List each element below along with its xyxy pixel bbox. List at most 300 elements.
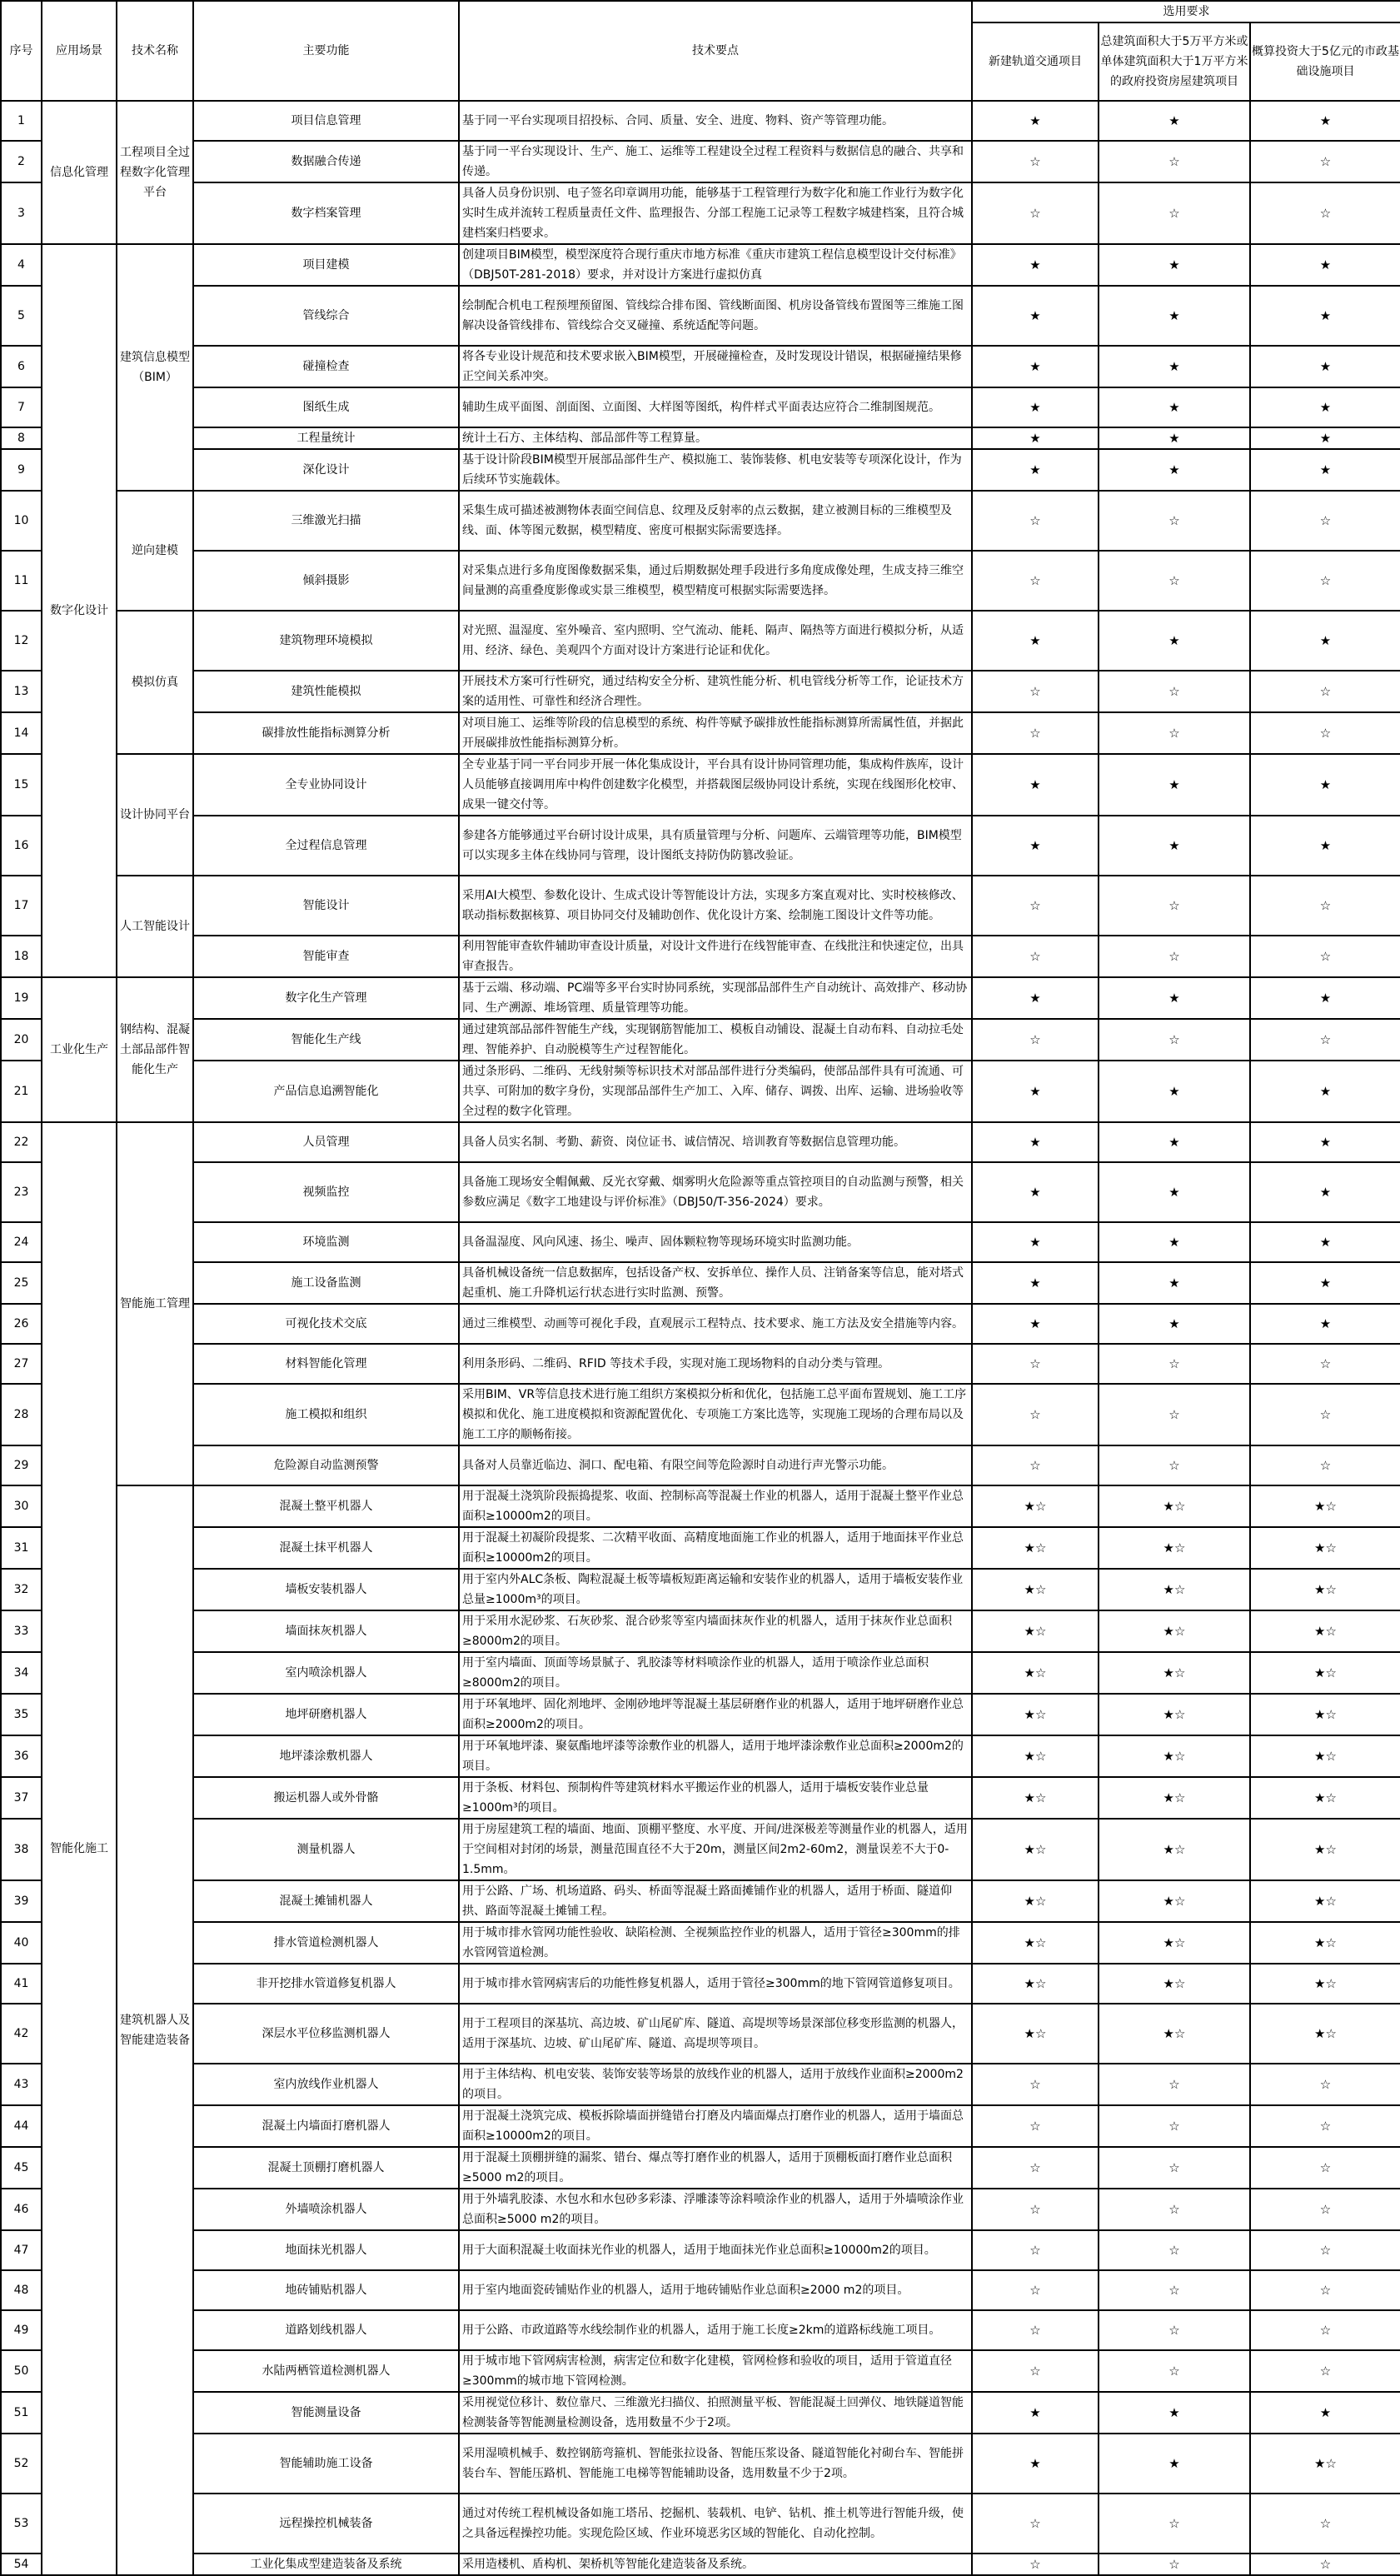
main-function: 深层水平位移监测机器人 bbox=[193, 2004, 459, 2064]
requirement-rail-transit-star-icon: ☆ bbox=[972, 2105, 1099, 2147]
table-row bbox=[1, 427, 1400, 449]
technical-key-points: 用于城市排水管网病害后的功能性修复机器人，适用于管径≥300mm的地下管网管道修复项目。 bbox=[459, 1964, 972, 2004]
requirement-municipal-infrastructure-star-icon: ☆ bbox=[1250, 876, 1400, 936]
requirement-government-building-star-icon: ★ bbox=[1099, 816, 1250, 876]
main-function: 混凝土内墙面打磨机器人 bbox=[193, 2105, 459, 2147]
row-index: 48 bbox=[1, 2270, 42, 2310]
row-index: 19 bbox=[1, 977, 42, 1019]
header-tech-name: 技术名称 bbox=[117, 1, 193, 101]
requirement-rail-transit-star-icon: ★ bbox=[972, 101, 1099, 141]
technical-key-points: 对光照、温湿度、室外噪音、室内照明、空气流动、能耗、隔声、隔热等方面进行模拟分析，从适用、经济、绿色、美观四个方面对设计方案进行论证和优化。 bbox=[459, 611, 972, 671]
requirement-rail-transit-star-icon: ★☆ bbox=[972, 1527, 1099, 1569]
requirement-government-building-star-icon: ☆ bbox=[1099, 2310, 1250, 2350]
requirement-municipal-infrastructure-star-icon: ☆ bbox=[1250, 1019, 1400, 1061]
row-index: 38 bbox=[1, 1819, 42, 1880]
requirement-government-building-star-icon: ★ bbox=[1099, 346, 1250, 387]
requirement-municipal-infrastructure-star-icon: ☆ bbox=[1250, 551, 1400, 611]
row-index: 21 bbox=[1, 1061, 42, 1122]
requirement-rail-transit-star-icon: ★☆ bbox=[972, 2004, 1099, 2064]
technology-name: 设计协同平台 bbox=[117, 754, 193, 876]
requirement-municipal-infrastructure-star-icon: ★☆ bbox=[1250, 1964, 1400, 2004]
header-req-government-building: 总建筑面积大于5万平方米或单体建筑面积大于1万平方米的政府投资房屋建筑项目 bbox=[1099, 22, 1250, 101]
requirement-rail-transit-star-icon: ☆ bbox=[972, 1344, 1099, 1384]
row-index: 54 bbox=[1, 2554, 42, 2575]
row-index: 12 bbox=[1, 611, 42, 671]
requirement-rail-transit-star-icon: ★☆ bbox=[972, 1735, 1099, 1777]
main-function: 地砖铺贴机器人 bbox=[193, 2270, 459, 2310]
technology-name: 建筑信息模型（BIM） bbox=[117, 244, 193, 491]
technical-key-points: 基于同一平台实现设计、生产、施工、运维等工程建设全过程工程资料与数据信息的融合、共享和传递。 bbox=[459, 141, 972, 182]
main-function: 水陆两栖管道检测机器人 bbox=[193, 2350, 459, 2392]
requirement-municipal-infrastructure-star-icon: ☆ bbox=[1250, 2310, 1400, 2350]
application-scene: 信息化管理 bbox=[42, 101, 117, 244]
requirement-rail-transit-star-icon: ★ bbox=[972, 977, 1099, 1019]
technical-key-points: 用于大面积混凝土收面抹光作业的机器人，适用于地面抹光作业总面积≥10000m2的项目。 bbox=[459, 2230, 972, 2270]
main-function: 碳排放性能指标测算分析 bbox=[193, 712, 459, 754]
requirement-government-building-star-icon: ☆ bbox=[1099, 2350, 1250, 2392]
requirement-government-building-star-icon: ☆ bbox=[1099, 876, 1250, 936]
table-body bbox=[1, 101, 1400, 2575]
table-row bbox=[1, 2434, 1400, 2494]
row-index: 49 bbox=[1, 2310, 42, 2350]
table-row bbox=[1, 2270, 1400, 2310]
table-header bbox=[1, 1, 1400, 101]
row-index: 1 bbox=[1, 101, 42, 141]
table-row bbox=[1, 2004, 1400, 2064]
application-scene: 智能化施工 bbox=[42, 1122, 117, 2575]
table-row bbox=[1, 346, 1400, 387]
table-row bbox=[1, 1527, 1400, 1569]
table-row bbox=[1, 1019, 1400, 1061]
main-function: 室内放线作业机器人 bbox=[193, 2064, 459, 2105]
technical-key-points: 用于条板、材料包、预制构件等建筑材料水平搬运作业的机器人，适用于墙板安装作业总量≥1000m³的项目。 bbox=[459, 1777, 972, 1819]
row-index: 13 bbox=[1, 671, 42, 712]
requirement-municipal-infrastructure-star-icon: ★☆ bbox=[1250, 1819, 1400, 1880]
main-function: 三维激光扫描 bbox=[193, 491, 459, 551]
requirement-municipal-infrastructure-star-icon: ★☆ bbox=[1250, 1694, 1400, 1735]
row-index: 47 bbox=[1, 2230, 42, 2270]
header-index: 序号 bbox=[1, 1, 42, 101]
requirement-government-building-star-icon: ★☆ bbox=[1099, 1652, 1250, 1694]
technical-key-points: 对采集点进行多角度图像数据采集，通过后期数据处理手段进行多角度成像处理，生成支持三维空间量测的高重叠度影像或实景三维模型，模型精度可根据实际需要选择。 bbox=[459, 551, 972, 611]
row-index: 4 bbox=[1, 244, 42, 286]
requirement-municipal-infrastructure-star-icon: ★☆ bbox=[1250, 1880, 1400, 1922]
requirement-rail-transit-star-icon: ☆ bbox=[972, 876, 1099, 936]
technical-key-points: 绘制配合机电工程预埋预留图、管线综合排布图、管线断面图、机房设备管线布置图等三维施工图解决设备管线排布、管线综合交叉碰撞、系统适配等问题。 bbox=[459, 286, 972, 346]
row-index: 3 bbox=[1, 182, 42, 244]
table-row bbox=[1, 1445, 1400, 1485]
technical-key-points: 对项目施工、运维等阶段的信息模型的系统、构件等赋予碳排放性能指标测算所需属性值，并据此开展碳排放性能指标测算分析。 bbox=[459, 712, 972, 754]
row-index: 34 bbox=[1, 1652, 42, 1694]
requirement-municipal-infrastructure-star-icon: ☆ bbox=[1250, 1384, 1400, 1445]
requirement-municipal-infrastructure-star-icon: ★ bbox=[1250, 101, 1400, 141]
requirement-municipal-infrastructure-star-icon: ★ bbox=[1250, 387, 1400, 427]
requirement-government-building-star-icon: ☆ bbox=[1099, 182, 1250, 244]
requirement-government-building-star-icon: ☆ bbox=[1099, 2230, 1250, 2270]
table-row bbox=[1, 2310, 1400, 2350]
table-row bbox=[1, 141, 1400, 182]
main-function: 智能辅助施工设备 bbox=[193, 2434, 459, 2494]
main-function: 智能化生产线 bbox=[193, 1019, 459, 1061]
requirement-government-building-star-icon: ★☆ bbox=[1099, 1485, 1250, 1527]
requirement-municipal-infrastructure-star-icon: ☆ bbox=[1250, 491, 1400, 551]
row-index: 11 bbox=[1, 551, 42, 611]
row-index: 44 bbox=[1, 2105, 42, 2147]
requirement-municipal-infrastructure-star-icon: ★☆ bbox=[1250, 1610, 1400, 1652]
main-function: 全专业协同设计 bbox=[193, 754, 459, 816]
table-row bbox=[1, 1162, 1400, 1222]
main-function: 道路划线机器人 bbox=[193, 2310, 459, 2350]
technical-key-points: 具备机械设备统一信息数据库，包括设备产权、安拆单位、操作人员、注销备案等信息，能对塔式起重机、施工升降机运行状态进行实时监测、预警。 bbox=[459, 1262, 972, 1304]
table-row bbox=[1, 712, 1400, 754]
requirement-government-building-star-icon: ☆ bbox=[1099, 2554, 1250, 2575]
requirement-rail-transit-star-icon: ☆ bbox=[972, 551, 1099, 611]
requirement-government-building-star-icon: ★ bbox=[1099, 449, 1250, 491]
main-function: 材料智能化管理 bbox=[193, 1344, 459, 1384]
main-function: 深化设计 bbox=[193, 449, 459, 491]
technical-key-points: 具备温湿度、风向风速、扬尘、噪声、固体颗粒物等现场环境实时监测功能。 bbox=[459, 1222, 972, 1262]
requirement-rail-transit-star-icon: ★☆ bbox=[972, 1485, 1099, 1527]
row-index: 37 bbox=[1, 1777, 42, 1819]
main-function: 碰撞检查 bbox=[193, 346, 459, 387]
main-function: 智能设计 bbox=[193, 876, 459, 936]
technical-key-points: 统计土石方、主体结构、部品部件等工程算量。 bbox=[459, 427, 972, 449]
requirement-government-building-star-icon: ☆ bbox=[1099, 936, 1250, 977]
requirement-rail-transit-star-icon: ★ bbox=[972, 2434, 1099, 2494]
table-row bbox=[1, 1694, 1400, 1735]
table-row bbox=[1, 2392, 1400, 2434]
technology-name: 工程项目全过程数字化管理平台 bbox=[117, 101, 193, 244]
main-function: 混凝土抹平机器人 bbox=[193, 1527, 459, 1569]
requirement-municipal-infrastructure-star-icon: ★☆ bbox=[1250, 1569, 1400, 1610]
application-scene: 数字化设计 bbox=[42, 244, 117, 977]
requirement-municipal-infrastructure-star-icon: ☆ bbox=[1250, 2554, 1400, 2575]
table-row bbox=[1, 491, 1400, 551]
requirement-government-building-star-icon: ★ bbox=[1099, 754, 1250, 816]
row-index: 18 bbox=[1, 936, 42, 977]
table-row bbox=[1, 1819, 1400, 1880]
row-index: 29 bbox=[1, 1445, 42, 1485]
table-row bbox=[1, 1777, 1400, 1819]
main-function: 测量机器人 bbox=[193, 1819, 459, 1880]
requirement-municipal-infrastructure-star-icon: ★☆ bbox=[1250, 1652, 1400, 1694]
requirement-government-building-star-icon: ☆ bbox=[1099, 2147, 1250, 2189]
main-function: 项目信息管理 bbox=[193, 101, 459, 141]
requirement-rail-transit-star-icon: ☆ bbox=[972, 936, 1099, 977]
requirement-rail-transit-star-icon: ★ bbox=[972, 816, 1099, 876]
requirement-rail-transit-star-icon: ★ bbox=[972, 754, 1099, 816]
requirement-municipal-infrastructure-star-icon: ★ bbox=[1250, 1061, 1400, 1122]
main-function: 数字化生产管理 bbox=[193, 977, 459, 1019]
row-index: 41 bbox=[1, 1964, 42, 2004]
main-function: 室内喷涂机器人 bbox=[193, 1652, 459, 1694]
requirement-government-building-star-icon: ☆ bbox=[1099, 141, 1250, 182]
requirement-municipal-infrastructure-star-icon: ☆ bbox=[1250, 712, 1400, 754]
requirement-rail-transit-star-icon: ☆ bbox=[972, 2554, 1099, 2575]
row-index: 14 bbox=[1, 712, 42, 754]
table-row bbox=[1, 754, 1400, 816]
requirement-rail-transit-star-icon: ★☆ bbox=[972, 1819, 1099, 1880]
table-row bbox=[1, 1344, 1400, 1384]
technical-key-points: 用于环氧地坪漆、聚氨酯地坪漆等涂敷作业的机器人，适用于地坪漆涂敷作业总面积≥2000m2的项目。 bbox=[459, 1735, 972, 1777]
requirement-government-building-star-icon: ★ bbox=[1099, 244, 1250, 286]
row-index: 23 bbox=[1, 1162, 42, 1222]
requirement-rail-transit-star-icon: ★ bbox=[972, 1262, 1099, 1304]
requirement-municipal-infrastructure-star-icon: ☆ bbox=[1250, 182, 1400, 244]
requirement-municipal-infrastructure-star-icon: ★☆ bbox=[1250, 1735, 1400, 1777]
requirement-rail-transit-star-icon: ★ bbox=[972, 611, 1099, 671]
requirement-government-building-star-icon: ★☆ bbox=[1099, 1610, 1250, 1652]
requirement-government-building-star-icon: ★☆ bbox=[1099, 1777, 1250, 1819]
table-row bbox=[1, 387, 1400, 427]
main-function: 图纸生成 bbox=[193, 387, 459, 427]
requirement-rail-transit-star-icon: ☆ bbox=[972, 182, 1099, 244]
technical-key-points: 用于室内地面瓷砖铺贴作业的机器人，适用于地砖铺贴作业总面积≥2000 m2的项目。 bbox=[459, 2270, 972, 2310]
requirement-municipal-infrastructure-star-icon: ★ bbox=[1250, 1162, 1400, 1222]
requirement-municipal-infrastructure-star-icon: ★ bbox=[1250, 1262, 1400, 1304]
technical-key-points: 创建项目BIM模型，模型深度符合现行重庆市地方标准《重庆市建筑工程信息模型设计交付标准》（DBJ50T-281-2018）要求，并对设计方案进行虚拟仿真 bbox=[459, 244, 972, 286]
application-scene: 工业化生产 bbox=[42, 977, 117, 1122]
table-row bbox=[1, 1652, 1400, 1694]
technology-name: 逆向建模 bbox=[117, 491, 193, 611]
main-function: 施工设备监测 bbox=[193, 1262, 459, 1304]
row-index: 46 bbox=[1, 2189, 42, 2230]
requirement-rail-transit-star-icon: ☆ bbox=[972, 491, 1099, 551]
row-index: 51 bbox=[1, 2392, 42, 2434]
row-index: 7 bbox=[1, 387, 42, 427]
technical-key-points: 用于混凝土浇筑阶段振捣提浆、收面、控制标高等混凝土作业的机器人，适用于混凝土整平作业总面积≥10000m2的项目。 bbox=[459, 1485, 972, 1527]
table-row bbox=[1, 101, 1400, 141]
requirement-government-building-star-icon: ★ bbox=[1099, 286, 1250, 346]
requirement-municipal-infrastructure-star-icon: ★☆ bbox=[1250, 1922, 1400, 1964]
technical-key-points: 利用智能审查软件辅助审查设计质量，对设计文件进行在线智能审查、在线批注和快速定位，出具审查报告。 bbox=[459, 936, 972, 977]
requirement-rail-transit-star-icon: ☆ bbox=[972, 2494, 1099, 2554]
main-function: 地坪研磨机器人 bbox=[193, 1694, 459, 1735]
requirement-government-building-star-icon: ☆ bbox=[1099, 1344, 1250, 1384]
main-function: 项目建模 bbox=[193, 244, 459, 286]
technical-key-points: 用于室内墙面、顶面等场景腻子、乳胶漆等材料喷涂作业的机器人，适用于喷涂作业总面积≥8000m2的项目。 bbox=[459, 1652, 972, 1694]
technical-key-points: 采用BIM、VR等信息技术进行施工组织方案模拟分析和优化，包括施工总平面布置规划、施工工序模拟和优化、施工进度模拟和资源配置优化、专项施工方案比选等，实现施工现场的合理布局以及施工工序的顺畅衔接。 bbox=[459, 1384, 972, 1445]
row-index: 26 bbox=[1, 1304, 42, 1344]
main-function: 外墙喷涂机器人 bbox=[193, 2189, 459, 2230]
requirement-municipal-infrastructure-star-icon: ☆ bbox=[1250, 2494, 1400, 2554]
technology-name: 人工智能设计 bbox=[117, 876, 193, 977]
row-index: 31 bbox=[1, 1527, 42, 1569]
table-row bbox=[1, 1304, 1400, 1344]
table-row bbox=[1, 1735, 1400, 1777]
requirement-government-building-star-icon: ☆ bbox=[1099, 2189, 1250, 2230]
main-function: 数据融合传递 bbox=[193, 141, 459, 182]
requirement-rail-transit-star-icon: ★ bbox=[972, 1222, 1099, 1262]
row-index: 28 bbox=[1, 1384, 42, 1445]
row-index: 20 bbox=[1, 1019, 42, 1061]
technical-key-points: 通过三维模型、动画等可视化手段，直观展示工程特点、技术要求、施工方法及安全措施等内容。 bbox=[459, 1304, 972, 1344]
technical-key-points: 用于房屋建筑工程的墙面、地面、顶棚平整度、水平度、开间/进深极差等测量作业的机器人，适用于空间相对封闭的场景，测量范围直径不大于20m，测量区间2m2-60m2，测量误差不大于0-1.5mm。 bbox=[459, 1819, 972, 1880]
row-index: 16 bbox=[1, 816, 42, 876]
requirement-government-building-star-icon: ★ bbox=[1099, 977, 1250, 1019]
technical-key-points: 辅助生成平面图、剖面图、立面图、大样图等图纸，构件样式平面表达应符合二维制图规范。 bbox=[459, 387, 972, 427]
requirement-rail-transit-star-icon: ☆ bbox=[972, 2350, 1099, 2392]
table-row bbox=[1, 1569, 1400, 1610]
main-function: 环境监测 bbox=[193, 1222, 459, 1262]
table-row bbox=[1, 936, 1400, 977]
requirement-municipal-infrastructure-star-icon: ★☆ bbox=[1250, 2434, 1400, 2494]
requirement-government-building-star-icon: ★ bbox=[1099, 1262, 1250, 1304]
requirement-municipal-infrastructure-star-icon: ★ bbox=[1250, 754, 1400, 816]
row-index: 17 bbox=[1, 876, 42, 936]
main-function: 建筑性能模拟 bbox=[193, 671, 459, 712]
main-function: 倾斜摄影 bbox=[193, 551, 459, 611]
technical-key-points: 将各专业设计规范和技术要求嵌入BIM模型，开展碰撞检查，及时发现设计错误，根据碰撞结果修正空间关系冲突。 bbox=[459, 346, 972, 387]
requirement-rail-transit-star-icon: ★ bbox=[972, 1162, 1099, 1222]
requirement-municipal-infrastructure-star-icon: ★ bbox=[1250, 1304, 1400, 1344]
table-row bbox=[1, 2189, 1400, 2230]
requirement-government-building-star-icon: ★ bbox=[1099, 1061, 1250, 1122]
technical-key-points: 用于混凝土浇筑完成、模板拆除墙面拼缝错台打磨及内墙面爆点打磨作业的机器人，适用于墙面总面积≥10000m2的项目。 bbox=[459, 2105, 972, 2147]
requirement-government-building-star-icon: ★☆ bbox=[1099, 1964, 1250, 2004]
technology-name: 模拟仿真 bbox=[117, 611, 193, 754]
requirement-government-building-star-icon: ☆ bbox=[1099, 2270, 1250, 2310]
requirement-municipal-infrastructure-star-icon: ☆ bbox=[1250, 1344, 1400, 1384]
requirement-government-building-star-icon: ☆ bbox=[1099, 1445, 1250, 1485]
requirement-government-building-star-icon: ★☆ bbox=[1099, 1735, 1250, 1777]
row-index: 32 bbox=[1, 1569, 42, 1610]
requirement-government-building-star-icon: ☆ bbox=[1099, 2064, 1250, 2105]
main-function: 排水管道检测机器人 bbox=[193, 1922, 459, 1964]
table-row bbox=[1, 1222, 1400, 1262]
requirement-rail-transit-star-icon: ☆ bbox=[972, 2189, 1099, 2230]
table-row bbox=[1, 286, 1400, 346]
requirement-government-building-star-icon: ★ bbox=[1099, 1162, 1250, 1222]
table-row bbox=[1, 2494, 1400, 2554]
main-function: 搬运机器人或外骨骼 bbox=[193, 1777, 459, 1819]
requirement-municipal-infrastructure-star-icon: ★☆ bbox=[1250, 1485, 1400, 1527]
table-row bbox=[1, 182, 1400, 244]
requirement-government-building-star-icon: ☆ bbox=[1099, 1019, 1250, 1061]
row-index: 33 bbox=[1, 1610, 42, 1652]
table-row bbox=[1, 2350, 1400, 2392]
main-function: 地坪漆涂敷机器人 bbox=[193, 1735, 459, 1777]
technical-key-points: 具备人员实名制、考勤、薪资、岗位证书、诚信情况、培训教育等数据信息管理功能。 bbox=[459, 1122, 972, 1162]
row-index: 35 bbox=[1, 1694, 42, 1735]
table-row bbox=[1, 2230, 1400, 2270]
requirement-municipal-infrastructure-star-icon: ★ bbox=[1250, 427, 1400, 449]
technical-key-points: 用于公路、广场、机场道路、码头、桥面等混凝土路面摊铺作业的机器人，适用于桥面、隧道仰拱、路面等混凝土摊铺工程。 bbox=[459, 1880, 972, 1922]
main-function: 产品信息追溯智能化 bbox=[193, 1061, 459, 1122]
requirement-municipal-infrastructure-star-icon: ☆ bbox=[1250, 2189, 1400, 2230]
requirement-government-building-star-icon: ☆ bbox=[1099, 1384, 1250, 1445]
requirement-municipal-infrastructure-star-icon: ☆ bbox=[1250, 2230, 1400, 2270]
technical-key-points: 具备对人员靠近临边、洞口、配电箱、有限空间等危险源时自动进行声光警示功能。 bbox=[459, 1445, 972, 1485]
main-function: 工业化集成型建造装备及系统 bbox=[193, 2554, 459, 2575]
technical-key-points: 用于城市地下管网病害检测，病害定位和数字化建模，管网检修和验收的项目，适用于管道直径≥300mm的城市地下管网检测。 bbox=[459, 2350, 972, 2392]
requirement-government-building-star-icon: ☆ bbox=[1099, 712, 1250, 754]
row-index: 42 bbox=[1, 2004, 42, 2064]
table-row bbox=[1, 1061, 1400, 1122]
technical-key-points: 采用湿喷机械手、数控钢筋弯箍机、智能张拉设备、智能压浆设备、隧道智能化衬砌台车、智能拼装台车、智能压路机、智能施工电梯等智能辅助设备，选用数量不少于2项。 bbox=[459, 2434, 972, 2494]
row-index: 15 bbox=[1, 754, 42, 816]
table-row bbox=[1, 1384, 1400, 1445]
technical-key-points: 基于云端、移动端、PC端等多平台实时协同系统，实现部品部件生产自动统计、高效排产、移动协同、生产溯源、堆场管理、质量管理等功能。 bbox=[459, 977, 972, 1019]
requirement-rail-transit-star-icon: ★ bbox=[972, 244, 1099, 286]
row-index: 24 bbox=[1, 1222, 42, 1262]
requirement-municipal-infrastructure-star-icon: ★ bbox=[1250, 2392, 1400, 2434]
requirement-government-building-star-icon: ★☆ bbox=[1099, 1569, 1250, 1610]
requirement-municipal-infrastructure-star-icon: ★☆ bbox=[1250, 2004, 1400, 2064]
requirement-government-building-star-icon: ★☆ bbox=[1099, 1819, 1250, 1880]
technical-key-points: 采用视觉位移计、数位靠尺、三维激光扫描仪、拍照测量平板、智能混凝土回弹仪、地铁隧道智能检测装备等智能测量检测设备，选用数量不少于2项。 bbox=[459, 2392, 972, 2434]
technical-key-points: 利用条形码、二维码、RFID 等技术手段，实现对施工现场物料的自动分类与管理。 bbox=[459, 1344, 972, 1384]
requirement-municipal-infrastructure-star-icon: ★ bbox=[1250, 1222, 1400, 1262]
main-function: 工程量统计 bbox=[193, 427, 459, 449]
requirement-government-building-star-icon: ★ bbox=[1099, 1122, 1250, 1162]
requirement-municipal-infrastructure-star-icon: ★ bbox=[1250, 611, 1400, 671]
technical-key-points: 用于采用水泥砂浆、石灰砂浆、混合砂浆等室内墙面抹灰作业的机器人，适用于抹灰作业总面积≥8000m2的项目。 bbox=[459, 1610, 972, 1652]
requirement-rail-transit-star-icon: ★ bbox=[972, 1304, 1099, 1344]
requirement-government-building-star-icon: ★ bbox=[1099, 427, 1250, 449]
requirement-rail-transit-star-icon: ☆ bbox=[972, 1384, 1099, 1445]
requirement-rail-transit-star-icon: ☆ bbox=[972, 2147, 1099, 2189]
table-row bbox=[1, 1262, 1400, 1304]
requirement-rail-transit-star-icon: ★ bbox=[972, 427, 1099, 449]
main-function: 混凝土整平机器人 bbox=[193, 1485, 459, 1527]
header-scene: 应用场景 bbox=[42, 1, 117, 101]
requirement-rail-transit-star-icon: ★ bbox=[972, 1122, 1099, 1162]
requirement-rail-transit-star-icon: ☆ bbox=[972, 671, 1099, 712]
row-index: 40 bbox=[1, 1922, 42, 1964]
row-index: 2 bbox=[1, 141, 42, 182]
row-index: 52 bbox=[1, 2434, 42, 2494]
technical-key-points: 用于主体结构、机电安装、装饰安装等场景的放线作业的机器人，适用于放线作业面积≥2000m2的项目。 bbox=[459, 2064, 972, 2105]
requirement-government-building-star-icon: ★ bbox=[1099, 387, 1250, 427]
requirement-municipal-infrastructure-star-icon: ☆ bbox=[1250, 141, 1400, 182]
requirement-municipal-infrastructure-star-icon: ☆ bbox=[1250, 936, 1400, 977]
requirement-rail-transit-star-icon: ★☆ bbox=[972, 1694, 1099, 1735]
main-function: 非开挖排水管道修复机器人 bbox=[193, 1964, 459, 2004]
technical-key-points: 用于环氧地坪、固化剂地坪、金刚砂地坪等混凝土基层研磨作业的机器人，适用于地坪研磨作业总面积≥2000m2的项目。 bbox=[459, 1694, 972, 1735]
table-row bbox=[1, 2105, 1400, 2147]
table-row bbox=[1, 1964, 1400, 2004]
requirement-rail-transit-star-icon: ★ bbox=[972, 2392, 1099, 2434]
requirement-rail-transit-star-icon: ★☆ bbox=[972, 1610, 1099, 1652]
row-index: 27 bbox=[1, 1344, 42, 1384]
requirement-municipal-infrastructure-star-icon: ★ bbox=[1250, 449, 1400, 491]
requirement-government-building-star-icon: ★ bbox=[1099, 101, 1250, 141]
technical-key-points: 用于外墙乳胶漆、水包水和水包砂多彩漆、浮雕漆等涂料喷涂作业的机器人，适用于外墙喷涂作业总面积≥5000 m2的项目。 bbox=[459, 2189, 972, 2230]
technical-key-points: 参建各方能够通过平台研讨设计成果，具有质量管理与分析、问题库、云端管理等功能，BIM模型可以实现多主体在线协同与管理，设计图纸支持防伪防篡改验证。 bbox=[459, 816, 972, 876]
row-index: 6 bbox=[1, 346, 42, 387]
requirement-municipal-infrastructure-star-icon: ★☆ bbox=[1250, 1527, 1400, 1569]
technical-key-points: 全专业基于同一平台同步开展一体化集成设计，平台具有设计协同管理功能，集成构件族库，设计人员能够直接调用库中构件创建数字化模型，并搭载图层级协同设计系统，实现在线图形化校审、成果一键交付等。 bbox=[459, 754, 972, 816]
technical-key-points: 基于设计阶段BIM模型开展部品部件生产、模拟施工、装饰装修、机电安装等专项深化设计，作为后续环节实施载体。 bbox=[459, 449, 972, 491]
table-row bbox=[1, 2064, 1400, 2105]
row-index: 9 bbox=[1, 449, 42, 491]
requirement-rail-transit-star-icon: ☆ bbox=[972, 2230, 1099, 2270]
header-main-function: 主要功能 bbox=[193, 1, 459, 101]
requirement-rail-transit-star-icon: ★☆ bbox=[972, 1964, 1099, 2004]
table-row bbox=[1, 551, 1400, 611]
technical-key-points: 采用造楼机、盾构机、架桥机等智能化建造装备及系统。 bbox=[459, 2554, 972, 2575]
requirement-rail-transit-star-icon: ★☆ bbox=[972, 1652, 1099, 1694]
requirement-rail-transit-star-icon: ★☆ bbox=[972, 1880, 1099, 1922]
row-index: 50 bbox=[1, 2350, 42, 2392]
requirement-government-building-star-icon: ☆ bbox=[1099, 2105, 1250, 2147]
main-function: 墙面抹灰机器人 bbox=[193, 1610, 459, 1652]
requirement-rail-transit-star-icon: ☆ bbox=[972, 712, 1099, 754]
row-index: 8 bbox=[1, 427, 42, 449]
technology-name: 建筑机器人及智能建造装备 bbox=[117, 1485, 193, 2575]
row-index: 39 bbox=[1, 1880, 42, 1922]
